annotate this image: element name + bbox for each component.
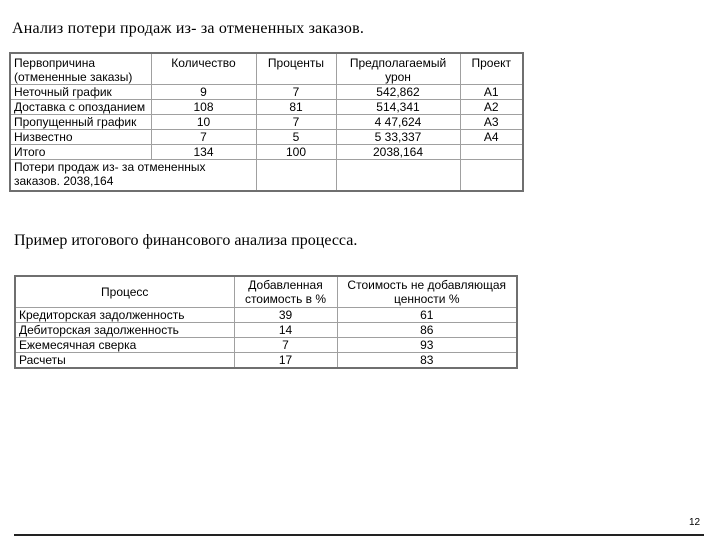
- table-cell: 4 47,624: [336, 115, 460, 130]
- table-cell: Расчеты: [15, 353, 234, 369]
- table-cell: Итого: [10, 145, 151, 160]
- table-row: [15, 323, 517, 338]
- table-cell: A2: [460, 100, 523, 115]
- table-row: [15, 308, 517, 323]
- table-cell: 2038,164: [336, 145, 460, 160]
- table-cell: 86: [337, 323, 517, 338]
- page-number: 12: [689, 517, 701, 528]
- table-cell: 108: [151, 100, 256, 115]
- table-row: [10, 130, 523, 145]
- table-cell: 7: [234, 338, 337, 353]
- table-cell: 5: [256, 130, 336, 145]
- table-header-row: [10, 53, 523, 85]
- table-cell: [336, 160, 460, 192]
- table-cell: [460, 160, 523, 192]
- table-row: [15, 338, 517, 353]
- table-row-total: [10, 145, 523, 160]
- table-cell: A4: [460, 130, 523, 145]
- column-header-root-cause: Первопричина (отмененные заказы): [10, 53, 151, 85]
- table-cell: 100: [256, 145, 336, 160]
- column-header-estimated-loss: Предполагаемый урон: [336, 53, 460, 85]
- column-header-process: Процесс: [15, 276, 234, 308]
- table-cell: 10: [151, 115, 256, 130]
- table-cell: A3: [460, 115, 523, 130]
- table-footer-row: [10, 160, 523, 192]
- column-header-project: Проект: [460, 53, 523, 85]
- table-cell: 17: [234, 353, 337, 369]
- table-cell: 83: [337, 353, 517, 369]
- section-title-financial-analysis: Пример итогового финансового анализа процесса.: [14, 232, 358, 249]
- table-row: [15, 353, 517, 369]
- table-cell: [256, 160, 336, 192]
- table-row: [10, 100, 523, 115]
- table-cell: Доставка с опозданием: [10, 100, 151, 115]
- table-cell: 39: [234, 308, 337, 323]
- table-cell: 61: [337, 308, 517, 323]
- table-cell: 93: [337, 338, 517, 353]
- table-footer-note: Потери продаж из- за отмененных заказов. 2038,164: [10, 160, 256, 192]
- table-cell: Неточный график: [10, 85, 151, 100]
- table-cell: Низвестно: [10, 130, 151, 145]
- section-title-sales-loss: Анализ потери продаж из- за отмененных заказов.: [12, 20, 365, 37]
- table-cell: [460, 145, 523, 160]
- table-cell: 9: [151, 85, 256, 100]
- table-cell: 134: [151, 145, 256, 160]
- column-header-percent: Проценты: [256, 53, 336, 85]
- table-header-row: [15, 276, 517, 308]
- table-cell: 542,862: [336, 85, 460, 100]
- table-cell: 5 33,337: [336, 130, 460, 145]
- table-cell: Кредиторская задолженность: [15, 308, 234, 323]
- table-cell: 7: [256, 85, 336, 100]
- column-header-quantity: Количество: [151, 53, 256, 85]
- table-cell: Дебиторская задолженность: [15, 323, 234, 338]
- cancelled-orders-table: [9, 52, 524, 192]
- table-cell: 81: [256, 100, 336, 115]
- table-cell: A1: [460, 85, 523, 100]
- bottom-divider: [14, 534, 704, 536]
- table-cell: Ежемесячная сверка: [15, 338, 234, 353]
- column-header-non-value-added: Стоимость не добавляющая ценности %: [337, 276, 517, 308]
- table-row: [10, 85, 523, 100]
- table-cell: 7: [256, 115, 336, 130]
- table-cell: 14: [234, 323, 337, 338]
- table-row: [10, 115, 523, 130]
- column-header-value-added: Добавленная стоимость в %: [234, 276, 337, 308]
- table-cell: 7: [151, 130, 256, 145]
- table-cell: Пропущенный график: [10, 115, 151, 130]
- process-analysis-table: [14, 275, 518, 369]
- table-cell: 514,341: [336, 100, 460, 115]
